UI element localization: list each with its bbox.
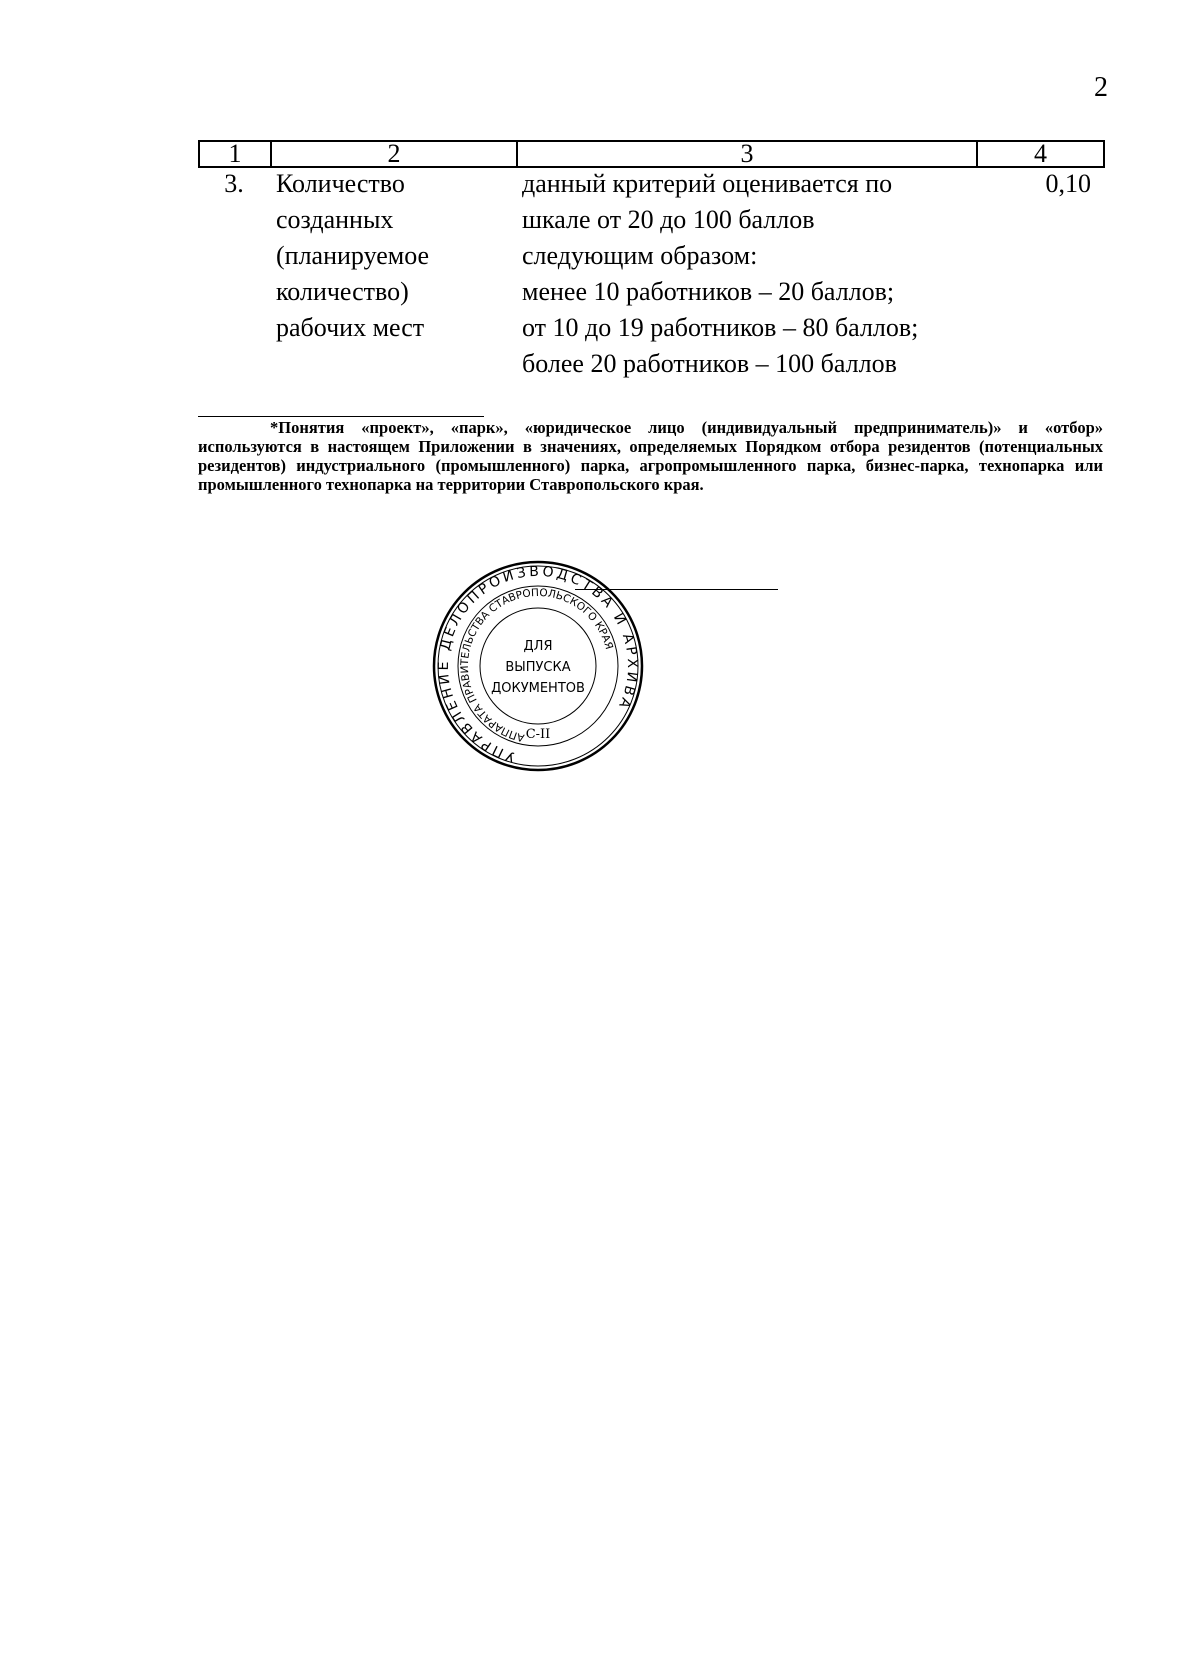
- description-word: шкале: [522, 205, 591, 234]
- page-number: 2: [1094, 72, 1108, 103]
- description-word: 20: [627, 205, 654, 234]
- description-word: критерий: [612, 169, 716, 198]
- column-header-3: 3: [517, 141, 977, 167]
- description-line: от 10 до 19 работников – 80 баллов;: [522, 313, 919, 342]
- description-word: оценивается: [722, 169, 859, 198]
- description-word: 100: [692, 205, 732, 234]
- stamp-seal: [432, 560, 644, 772]
- stamp-center-line: ВЫПУСКА: [505, 660, 571, 675]
- stamp-center-line: ДОКУМЕНТОВ: [491, 681, 585, 696]
- weight-value: 0,10: [1045, 169, 1091, 198]
- criterion-name-line: Количество: [276, 169, 405, 198]
- description-line: менее 10 работников – 20 баллов;: [522, 277, 895, 306]
- row-number: 3.: [224, 169, 244, 198]
- column-header-2: 2: [271, 141, 517, 167]
- criterion-description: [522, 166, 956, 382]
- description-word: от: [597, 205, 622, 234]
- stamp-center-line: ДЛЯ: [523, 639, 553, 654]
- criterion-name-line: созданных: [276, 205, 394, 234]
- description-line: более 20 работников – 100 баллов: [522, 349, 897, 378]
- criterion-name: [276, 166, 496, 346]
- description-line: следующим образом:: [522, 241, 758, 270]
- column-header-4: 4: [977, 141, 1104, 167]
- description-line: [522, 202, 956, 238]
- description-line: [522, 166, 956, 202]
- stamp-outer-text: УПРАВЛЕНИЕ ДЕЛОПРОИЗВОДСТВА И АРХИВА: [435, 563, 641, 765]
- column-header-1: 1: [199, 141, 271, 167]
- criterion-name-line: рабочих мест: [276, 313, 425, 342]
- description-word: по: [865, 169, 893, 198]
- footnote-divider: [198, 416, 484, 417]
- criterion-name-line: (планируемое: [276, 241, 430, 270]
- description-word: данный: [522, 169, 606, 198]
- stamp-inner-text: АППАРАТА ПРАВИТЕЛЬСТВА СТАВРОПОЛЬСКОГО КРАЯ: [458, 586, 615, 744]
- stamp-code: С-II: [525, 727, 551, 742]
- footnote: *Понятия «проект», «парк», «юридическое лицо (индивидуальный предприниматель)» и «отбор» используются в настоящем Приложении в значениях, определяемых Порядком отбора резидентов (потенциальных резидентов) индустриального (промышленного) парка, агропромышленного парка, бизнес-парка, технопарка или промышленного технопарка на территории Ставропольского края.: [198, 418, 1103, 494]
- criterion-name-line: количество): [276, 277, 409, 306]
- description-word: до: [660, 205, 687, 234]
- table-header: [198, 140, 1105, 168]
- description-word: баллов: [738, 205, 815, 234]
